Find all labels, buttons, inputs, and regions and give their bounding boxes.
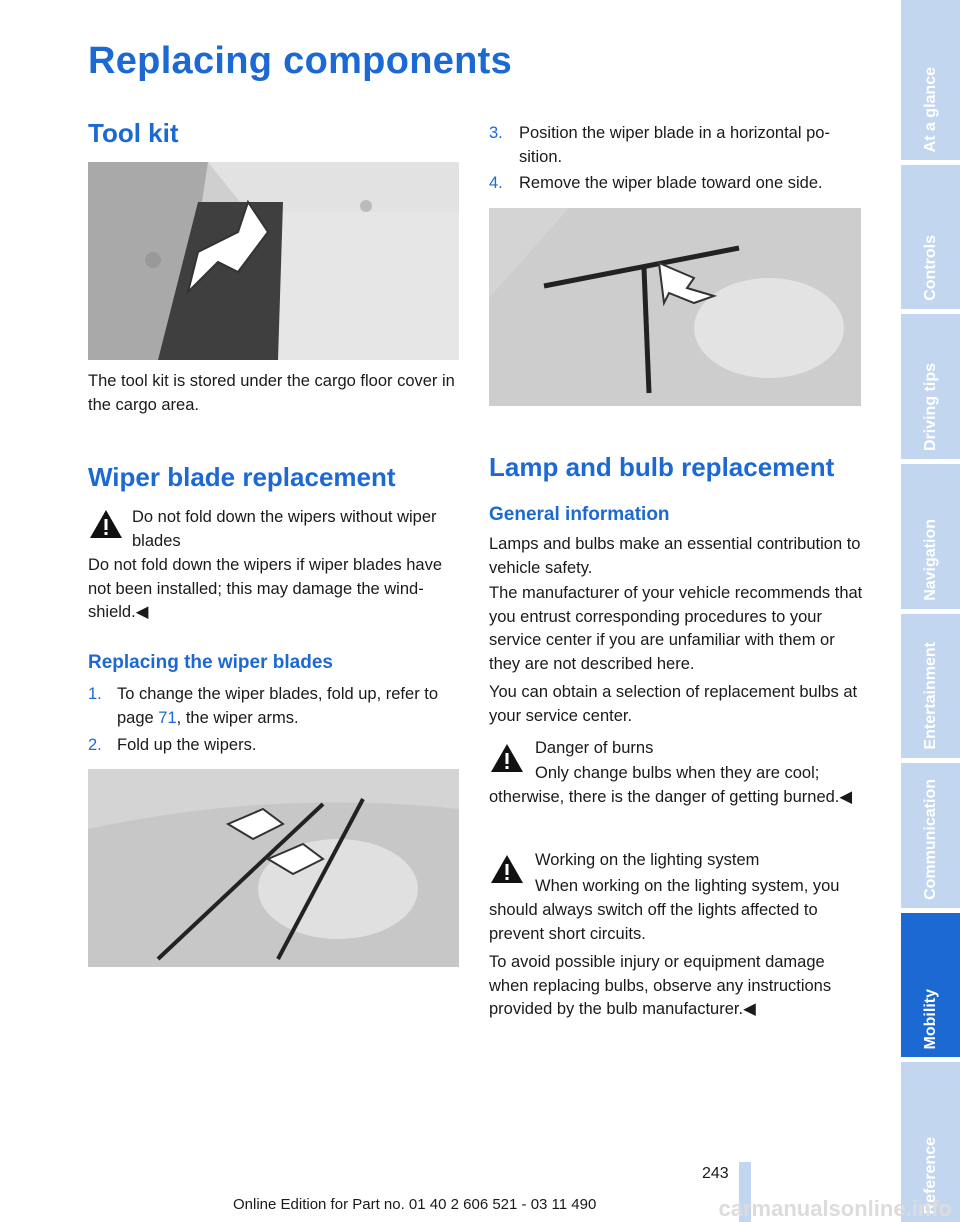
tab-navigation[interactable]: Navigation: [901, 464, 960, 609]
tab-driving-tips[interactable]: Driving tips: [901, 314, 960, 459]
wiper-warning-text: Do not fold down the wipers if wiper blades have not been installed; this may damage the wind-shield.◀: [88, 556, 443, 621]
tool-kit-heading: Tool kit: [88, 118, 179, 148]
tab-entertainment[interactable]: Entertainment: [901, 614, 960, 758]
lamp-p2: The manufacturer of your vehicle recommends that you entrust corresponding procedures to your service center if you are unfamiliar with them or they are not described here.: [489, 584, 863, 673]
step-1-text: To change the wiper blades, fold up, refer to page 71, the wiper arms.: [117, 685, 439, 727]
tab-mobility[interactable]: Mobility: [901, 913, 960, 1057]
page-title: Replacing components: [88, 40, 513, 82]
wiper-fold-image: [88, 769, 459, 967]
step-number: 1.: [88, 685, 102, 703]
step-2-text: Fold up the wipers.: [117, 736, 257, 754]
tab-controls[interactable]: Controls: [901, 165, 960, 309]
step-3-text: Position the wiper blade in a horizontal po-sition.: [519, 124, 830, 166]
page-link[interactable]: 71: [158, 708, 177, 727]
replacing-wiper-heading: Replacing the wiper blades: [88, 652, 333, 673]
wiper-warning-title: Do not fold down the wipers without wiper blades: [132, 508, 437, 550]
warn2-rest: should always switch off the lights affected to prevent short circuits.: [489, 901, 818, 943]
warning-icon: [489, 742, 525, 774]
tab-reference[interactable]: Reference: [901, 1062, 960, 1222]
step-number: 3.: [489, 124, 503, 142]
tool-kit-text: The tool kit is stored under the cargo floor cover in the cargo area.: [88, 372, 455, 414]
lamp-heading: Lamp and bulb replacement: [489, 452, 835, 482]
tab-communication[interactable]: Communication: [901, 763, 960, 908]
warn2-line1: When working on the lighting system, you: [535, 877, 840, 895]
step-number: 2.: [88, 736, 102, 754]
tab-at-a-glance[interactable]: At a glance: [901, 0, 960, 160]
lamp-p1: Lamps and bulbs make an essential contribution to vehicle safety.: [489, 535, 861, 577]
page-number: 243: [702, 1165, 729, 1182]
warn1-line1: Only change bulbs when they are cool;: [535, 764, 820, 782]
warning-icon: [88, 508, 124, 540]
general-info-heading: General information: [489, 504, 670, 525]
footer-text: Online Edition for Part no. 01 40 2 606 521 - 03 11 490: [233, 1196, 597, 1213]
warn1-title: Danger of burns: [535, 739, 654, 757]
lamp-p4: To avoid possible injury or equipment damage when replacing bulbs, observe any instructions provided by the bulb manufacturer.◀: [489, 953, 832, 1018]
step-number: 4.: [489, 174, 503, 192]
wiper-remove-image: [489, 208, 861, 406]
lamp-p3: You can obtain a selection of replacement bulbs at your service center.: [489, 683, 858, 725]
wiper-heading: Wiper blade replacement: [88, 462, 396, 492]
watermark: carmanualsonline.info: [718, 1196, 952, 1221]
tool-kit-image: [88, 162, 459, 360]
warn1-rest: otherwise, there is the danger of getting burned.◀: [489, 788, 853, 806]
warning-icon: [489, 853, 525, 885]
step-4-text: Remove the wiper blade toward one side.: [519, 174, 823, 192]
warn2-title: Working on the lighting system: [535, 851, 760, 869]
